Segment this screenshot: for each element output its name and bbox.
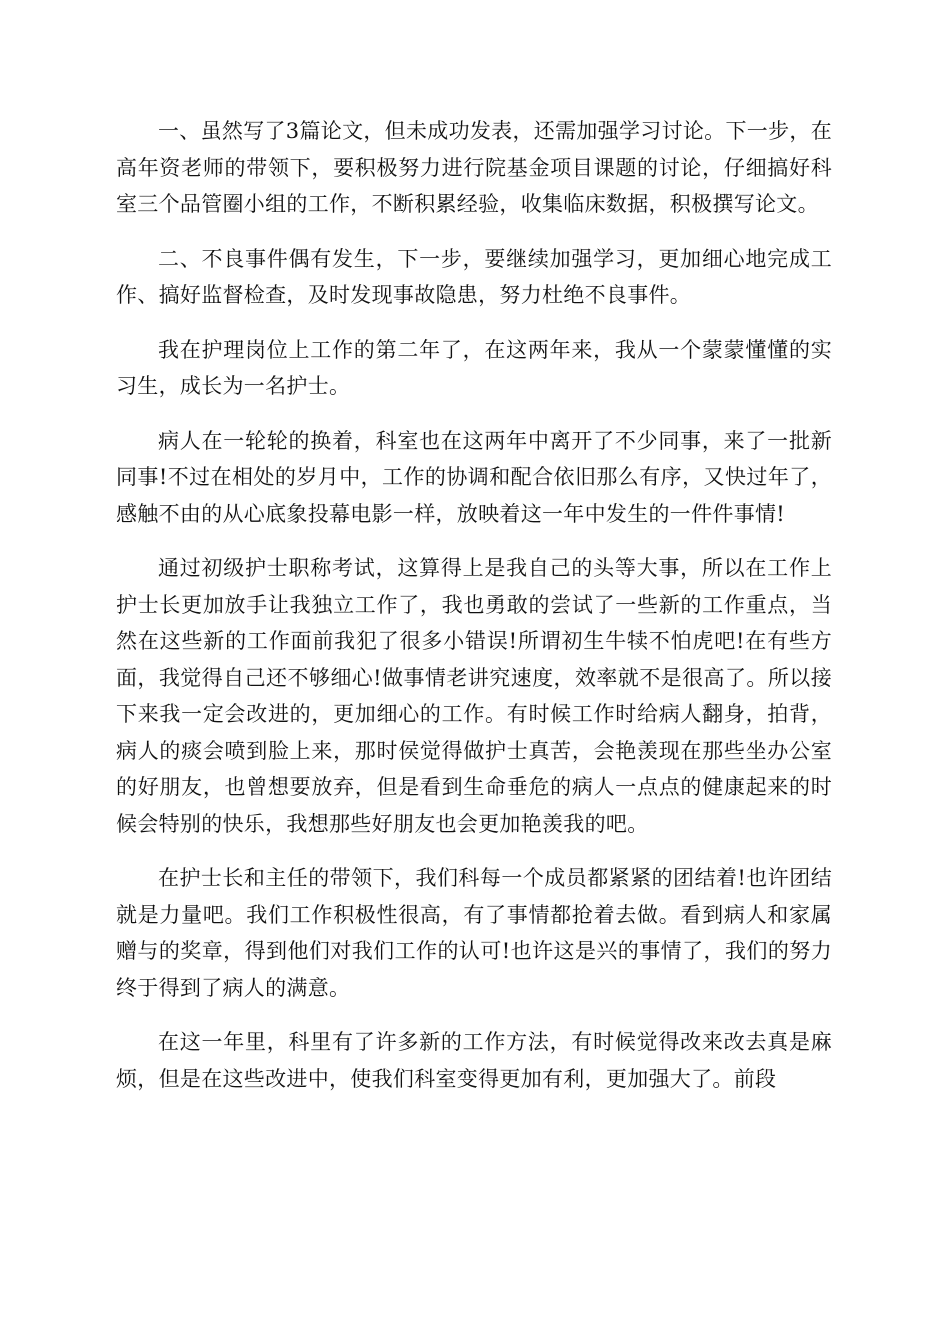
paragraph-2: 二、不良事件偶有发生，下一步，要继续加强学习，更加细心地完成工作、搞好监督检查，及时发现事故隐患，努力杜绝不良事件。: [116, 246, 832, 307]
paragraph-6: 在护士长和主任的带领下，我们科每一个成员都紧紧的团结着!也许团结就是力量吧。我们工作积极性很高，有了事情都抢着去做。看到病人和家属赠与的奖章，得到他们对我们工作的认可!也许这是兴的事情了，我们的努力终于得到了病人的满意。: [116, 866, 832, 1000]
paragraph-7: 在这一年里，科里有了许多新的工作方法，有时候觉得改来改去真是麻烦，但是在这些改进中，使我们科室变得更加有利，更加强大了。前段: [116, 1030, 832, 1091]
paragraph-1: 一、虽然写了3篇论文，但未成功发表，还需加强学习讨论。下一步，在高年资老师的带领下，要积极努力进行院基金项目课题的讨论，仔细搞好科室三个品管圈小组的工作，不断积累经验，收集临床数据，积极撰写论文。: [116, 119, 832, 216]
paragraph-4: 病人在一轮轮的换着，科室也在这两年中离开了不少同事，来了一批新同事!不过在相处的岁月中，工作的协调和配合依旧那么有序，又快过年了，感触不由的从心底象投幕电影一样，放映着这一年中发生的一件件事情!: [116, 428, 832, 526]
paragraph-5: 通过初级护士职称考试，这算得上是我自己的头等大事，所以在工作上护士长更加放手让我独立工作了，我也勇敢的尝试了一些新的工作重点，当然在这些新的工作面前我犯了很多小错误!所谓初生牛犊不怕虎吧!在有些方面，我觉得自己还不够细心!做事情老讲究速度，效率就不是很高了。所以接下来我一定会改进的，更加细心的工作。有时候工作时给病人翻身，拍背，病人的痰会喷到脸上来，那时侯觉得做护士真苦，会艳羡现在那些坐办公室的好朋友，也曾想要放弃，但是看到生命垂危的病人一点点的健康起来的时候会特别的快乐，我想那些好朋友也会更加艳羡我的吧。: [116, 556, 832, 836]
document-body: [116, 113, 832, 1097]
paragraph-3: 我在护理岗位上工作的第二年了，在这两年来，我从一个蒙蒙懂懂的实习生，成长为一名护士。: [116, 337, 832, 398]
